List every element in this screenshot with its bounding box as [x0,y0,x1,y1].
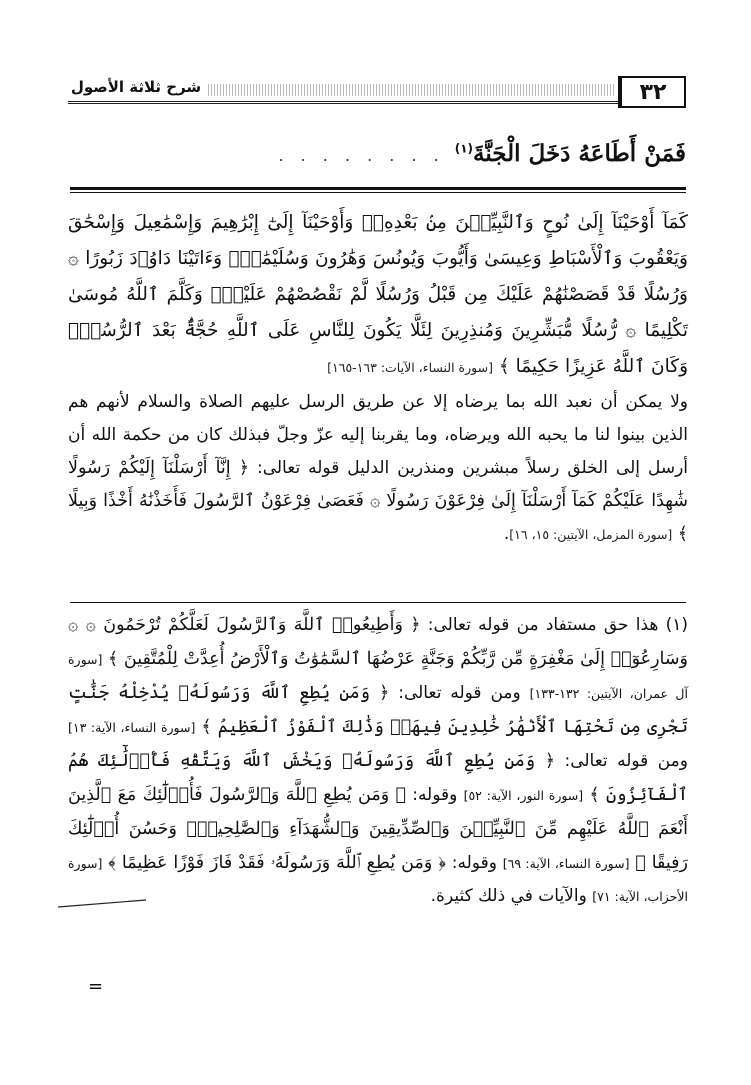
verse-reference: [سورة النساء، الآية: ١٣] [68,720,196,735]
footnote [68,608,688,913]
footnote-marker: (١) [665,615,689,635]
connector-text: وقوله: [412,785,458,805]
verse-reference: [سورة النساء، الآية: ٦٩] [502,856,630,871]
quran-verse-nisa [68,205,688,386]
connector-text: وقوله: [451,853,497,873]
verse-reference: [سورة النساء، الآيات: ١٦٣-١٦٥] [327,360,493,375]
verse-reference: [سورة آل عمران، الآيتين: ١٣٢-١٣٣] [68,652,688,701]
quran-verse-ahzab: ﴿ وَمَن يُطِعِ ٱللَّهَ وَرَسُولَهُۥ فَقَدْ فَازَ فَوْزًا عَظِيمًا ﴾ [108,853,446,873]
page-header [68,78,686,104]
continuation-mark: = [88,976,104,997]
main-text [68,205,688,551]
quran-verse-muzzammil: ﴿ إِنَّآ أَرْسَلْنَآ إِلَيْكُمْ رَسُولًا شَٰهِدًا عَلَيْكُمْ كَمَآ أَرْسَلْنَآ إِلَىٰ فِرْعَوْنَ رَسُولًا ۞ فَعَصَىٰ فِرْعَوْنُ ٱلرَّسُولَ فَأَخَذْنَٰهُ أَخْذًا وَبِيلًا ﴾ [68,458,688,544]
chapter-leader-dots: . . . . . . . . [278,146,445,165]
chapter-title-text: فَمَنْ أَطَاعَهُ دَخَلَ الْجَنَّةَ [473,140,686,167]
verse-text: كَمَآ أَوْحَيْنَآ إِلَىٰ نُوحٍ وَٱلنَّبِيِّـۧنَ مِنۢ بَعْدِهِۦۚ وَأَوْحَيْنَآ إِلَىٰٓ إِبْرَٰهِيمَ وَإِسْمَٰعِيلَ وَإِسْحَٰقَ وَيَعْقُوبَ وَٱلْأَسْبَاطِ وَعِيسَىٰ وَأَيُّوبَ وَيُونُسَ وَهَٰرُونَ وَسُلَيْمَٰنَۚ وَءَاتَيْنَا دَاوُۥدَ زَبُورًا ۞ وَرُسُلًا قَدْ قَصَصْنَٰهُمْ عَلَيْكَ مِن قَبْلُ وَرُسُلًا لَّمْ نَقْصُصْهُمْ عَلَيْكَۚ وَكَلَّمَ ٱللَّهُ مُوسَىٰ تَكْلِيمًا ۞ رُّسُلًا مُّبَشِّرِينَ وَمُنذِرِينَ لِئَلَّا يَكُونَ لِلنَّاسِ عَلَى ٱللَّهِ حُجَّةٌۢ بَعْدَ ٱلرُّسُلِۚ وَكَانَ ٱللَّهُ عَزِيزًا حَكِيمًا ﴾ [68,212,688,377]
chapter-title [455,140,686,167]
chapter-footnote-marker: (١) [454,141,474,156]
footnote-divider [70,602,686,603]
header-rule [68,101,686,104]
verse-reference: [سورة الأحزاب، الآية: ٧١] [68,856,688,904]
heading-divider [70,187,686,193]
explanation-text: ولا يمكن أن نعبد الله بما يرضاه إلا عن طريق الرسل عليهم الصلاة والسلام لأنهم هم الذين بينوا لنا ما يحبه الله ويرضاه، وما يقربنا إليه عزّ وجلّ فبذلك كان من حكمة الله أن أرسل إلى الخلق رسلاً مبشرين ومنذرين الدليل قوله تعالى: [68,392,689,478]
quran-verse-nur: ﴿ وَمَن يُطِعِ ٱللَّهَ وَرَسُولَهُۥ وَيَخْشَ ٱللَّهَ وَيَتَّقْهِ فَأُو۟لَٰٓئِكَ هُمُ ٱلْفَآئِزُونَ ﴾ [68,751,689,805]
margin-pen-stroke [58,898,148,910]
closing-text: والآيات في ذلك كثيرة. [430,886,587,906]
connector-text: ومن قوله تعالى: [398,683,521,703]
explanation-paragraph [68,386,688,551]
header-ornament [208,84,614,96]
footnote-intro: هذا حق مستفاد من قوله تعالى: [427,615,659,635]
verse-reference: [سورة النور، الآية: ٥٢] [463,788,584,803]
chapter-heading [70,140,686,174]
running-title: شرح ثلاثة الأصول [68,78,204,96]
footnote-paragraph [68,608,688,913]
connector-text: ومن قوله تعالى: [564,751,688,771]
sentence-end: . [503,524,510,544]
verse-reference: [سورة المزمل، الآيتين: ١٥، ١٦] [509,527,673,542]
quran-verse-nisa-13: ﴿ وَمَن يُطِعِ ٱللَّهَ وَرَسُولَهُۥ يُدْخِلْهُ جَنَّٰتٍ تَجْرِى مِن تَحْتِهَا ٱلْأَنْهَٰرُ خَٰلِدِينَ فِيهَاۚ وَذَٰلِكَ ٱلْفَوْزُ ٱلْعَظِيمُ ﴾ [68,683,689,737]
quran-verse-nisa-69: ﴿ وَمَن يُطِعِ ٱللَّهَ وَٱلرَّسُولَ فَأُو۟لَٰٓئِكَ مَعَ ٱلَّذِينَ أَنْعَمَ ٱللَّهُ عَلَيْهِم مِّنَ ٱلنَّبِيِّـۧنَ وَٱلصِّدِّيقِينَ وَٱلشُّهَدَآءِ وَٱلصَّٰلِحِينَۚ وَحَسُنَ أُو۟لَٰٓئِكَ رَفِيقًا ﴾ [68,785,688,873]
page-number: ٣٢ [618,76,686,108]
quran-verse-imran: ﴿ وَأَطِيعُوا۟ ٱللَّهَ وَٱلرَّسُولَ لَعَلَّكُمْ تُرْحَمُونَ ۞ ۞ وَسَارِعُوٓا۟ إِلَىٰ مَغْفِرَةٍ مِّن رَّبِّكُمْ وَجَنَّةٍ عَرْضُهَا ٱلسَّمَٰوَٰتُ وَٱلْأَرْضُ أُعِدَّتْ لِلْمُتَّقِينَ ﴾ [68,615,688,669]
